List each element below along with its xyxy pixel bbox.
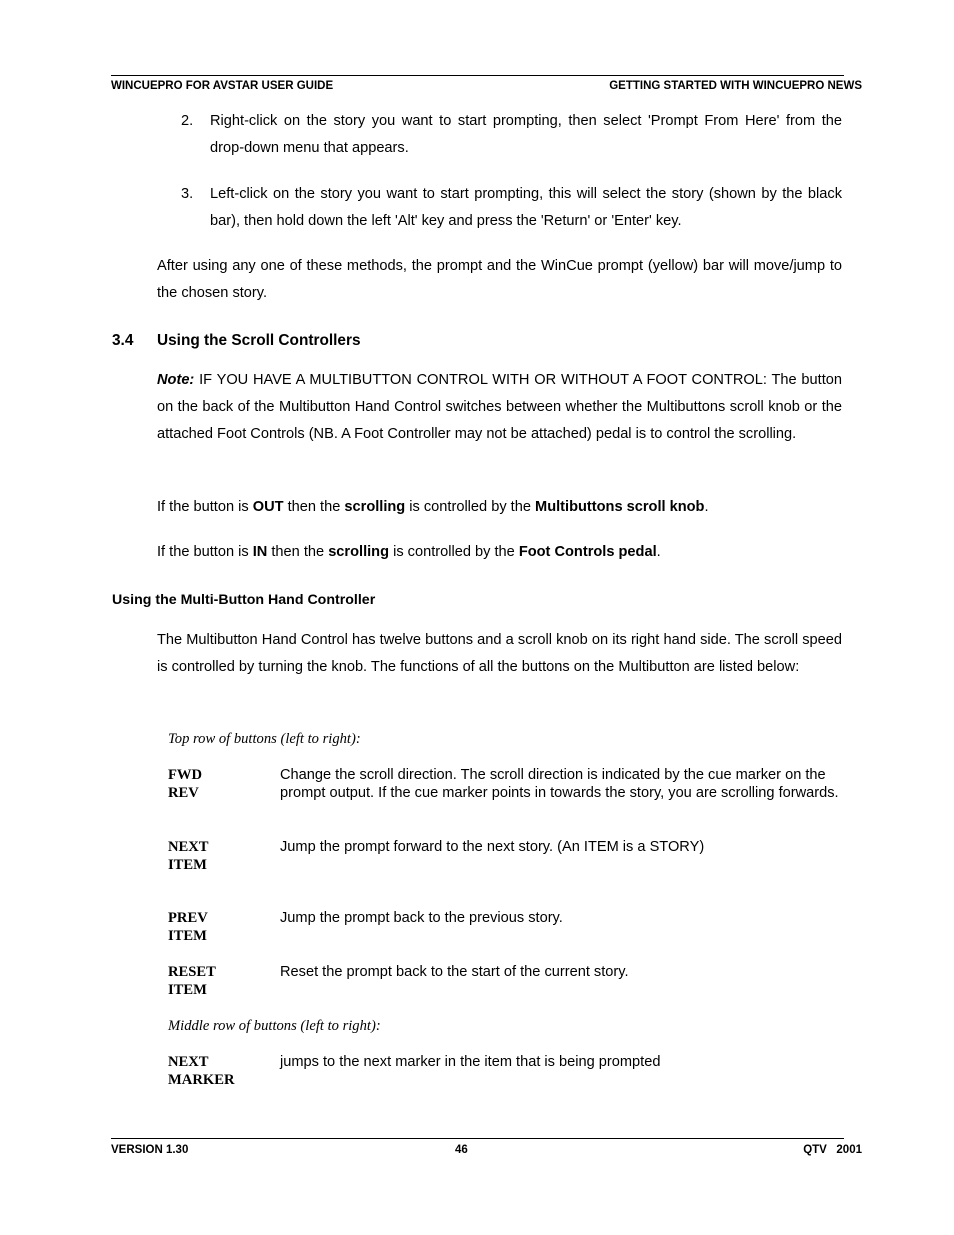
- list-item-number: 3.: [181, 186, 194, 202]
- note-label: Note:: [157, 372, 195, 388]
- button-name-line: NEXT: [168, 839, 209, 855]
- text-run: If the button is: [157, 544, 253, 560]
- button-description: Change the scroll direction. The scroll direction is indicated by the cue marker on the prompt output. If the cue marker points in towards the story, you are scrolling forwards.: [280, 767, 839, 801]
- after-methods-paragraph: After using any one of these methods, the prompt and the WinCue prompt (yellow) bar will move/jump to the chosen story.: [157, 258, 842, 301]
- bold-run: OUT: [252, 499, 284, 515]
- button-description: Jump the prompt forward to the next story. (An ITEM is a STORY): [280, 839, 705, 855]
- page-number: 46: [455, 1144, 468, 1156]
- text-run: is controlled by the: [405, 499, 536, 515]
- button-name-line: ITEM: [168, 928, 207, 944]
- list-item-number: 2.: [181, 113, 194, 129]
- button-name: [168, 766, 268, 802]
- button-name: [168, 838, 268, 874]
- bold-run: Multibuttons scroll knob: [535, 499, 705, 515]
- text-run: .: [656, 544, 661, 560]
- button-in-paragraph: [157, 539, 842, 566]
- bold-run: Foot Controls pedal: [518, 544, 657, 560]
- button-name-line: RESET: [168, 964, 216, 980]
- intro-paragraph: The Multibutton Hand Control has twelve buttons and a scroll knob on its right hand side. The scroll speed is controlled by turning the knob. The functions of all the buttons on the Multibutton are listed below:: [157, 632, 842, 675]
- button-name: [168, 1053, 268, 1089]
- section-number: 3.4: [112, 332, 134, 349]
- section-heading: [112, 332, 361, 350]
- footer-copyright: QTV 2001: [803, 1144, 862, 1156]
- text-run: .: [704, 499, 709, 515]
- button-name-line: FWD: [168, 767, 203, 783]
- subsection-heading: Using the Multi-Button Hand Controller: [112, 592, 376, 608]
- note-paragraph: [157, 367, 842, 448]
- bold-run: IN: [252, 544, 268, 560]
- button-name-line: MARKER: [168, 1072, 235, 1088]
- list-item: [157, 181, 842, 234]
- button-name-line: REV: [168, 785, 199, 801]
- button-out-paragraph: [157, 494, 842, 521]
- header-title-right: GETTING STARTED WITH WINCUEPRO NEWS: [609, 80, 862, 92]
- text-run: then the: [267, 544, 329, 560]
- text-run: If the button is: [157, 499, 253, 515]
- button-name-line: NEXT: [168, 1054, 209, 1070]
- section-title: Using the Scroll Controllers: [157, 332, 361, 349]
- button-name: [168, 909, 268, 945]
- bold-run: scrolling: [328, 544, 390, 560]
- button-description: Jump the prompt back to the previous story.: [280, 910, 563, 926]
- footer-version: VERSION 1.30: [111, 1144, 189, 1156]
- button-name-line: ITEM: [168, 982, 207, 998]
- text-run: then the: [283, 499, 345, 515]
- list-item-text: Left-click on the story you want to start prompting, this will select the story (shown by the black bar), then hold down the left 'Alt' key and press the 'Return' or 'Enter' key.: [210, 186, 842, 229]
- button-description: jumps to the next marker in the item that is being prompted: [280, 1054, 661, 1070]
- button-name-line: ITEM: [168, 857, 207, 873]
- text-run: is controlled by the: [389, 544, 519, 560]
- header-title-left: WINCUEPRO FOR AVSTAR USER GUIDE: [111, 80, 334, 92]
- note-text: IF YOU HAVE A MULTIBUTTON CONTROL WITH OR WITHOUT A FOOT CONTROL: The button on the back of the Multibutton Hand Control switches between whether the Multibuttons scroll knob or the attached Foot Controls (NB. A Foot Controller may not be attached) pedal is to control the scrolling.: [157, 372, 842, 442]
- footer-rule: [111, 1138, 844, 1139]
- list-item-text: Right-click on the story you want to start prompting, then select 'Prompt From Here' from the drop-down menu that appears.: [210, 113, 842, 156]
- top-row-caption: Top row of buttons (left to right):: [168, 731, 361, 747]
- list-item: [157, 108, 842, 161]
- button-description: Reset the prompt back to the start of the current story.: [280, 964, 629, 980]
- middle-row-caption: Middle row of buttons (left to right):: [168, 1018, 381, 1034]
- button-name: [168, 963, 268, 999]
- bold-run: scrolling: [344, 499, 406, 515]
- button-name-line: PREV: [168, 910, 208, 926]
- header-rule: [111, 75, 844, 76]
